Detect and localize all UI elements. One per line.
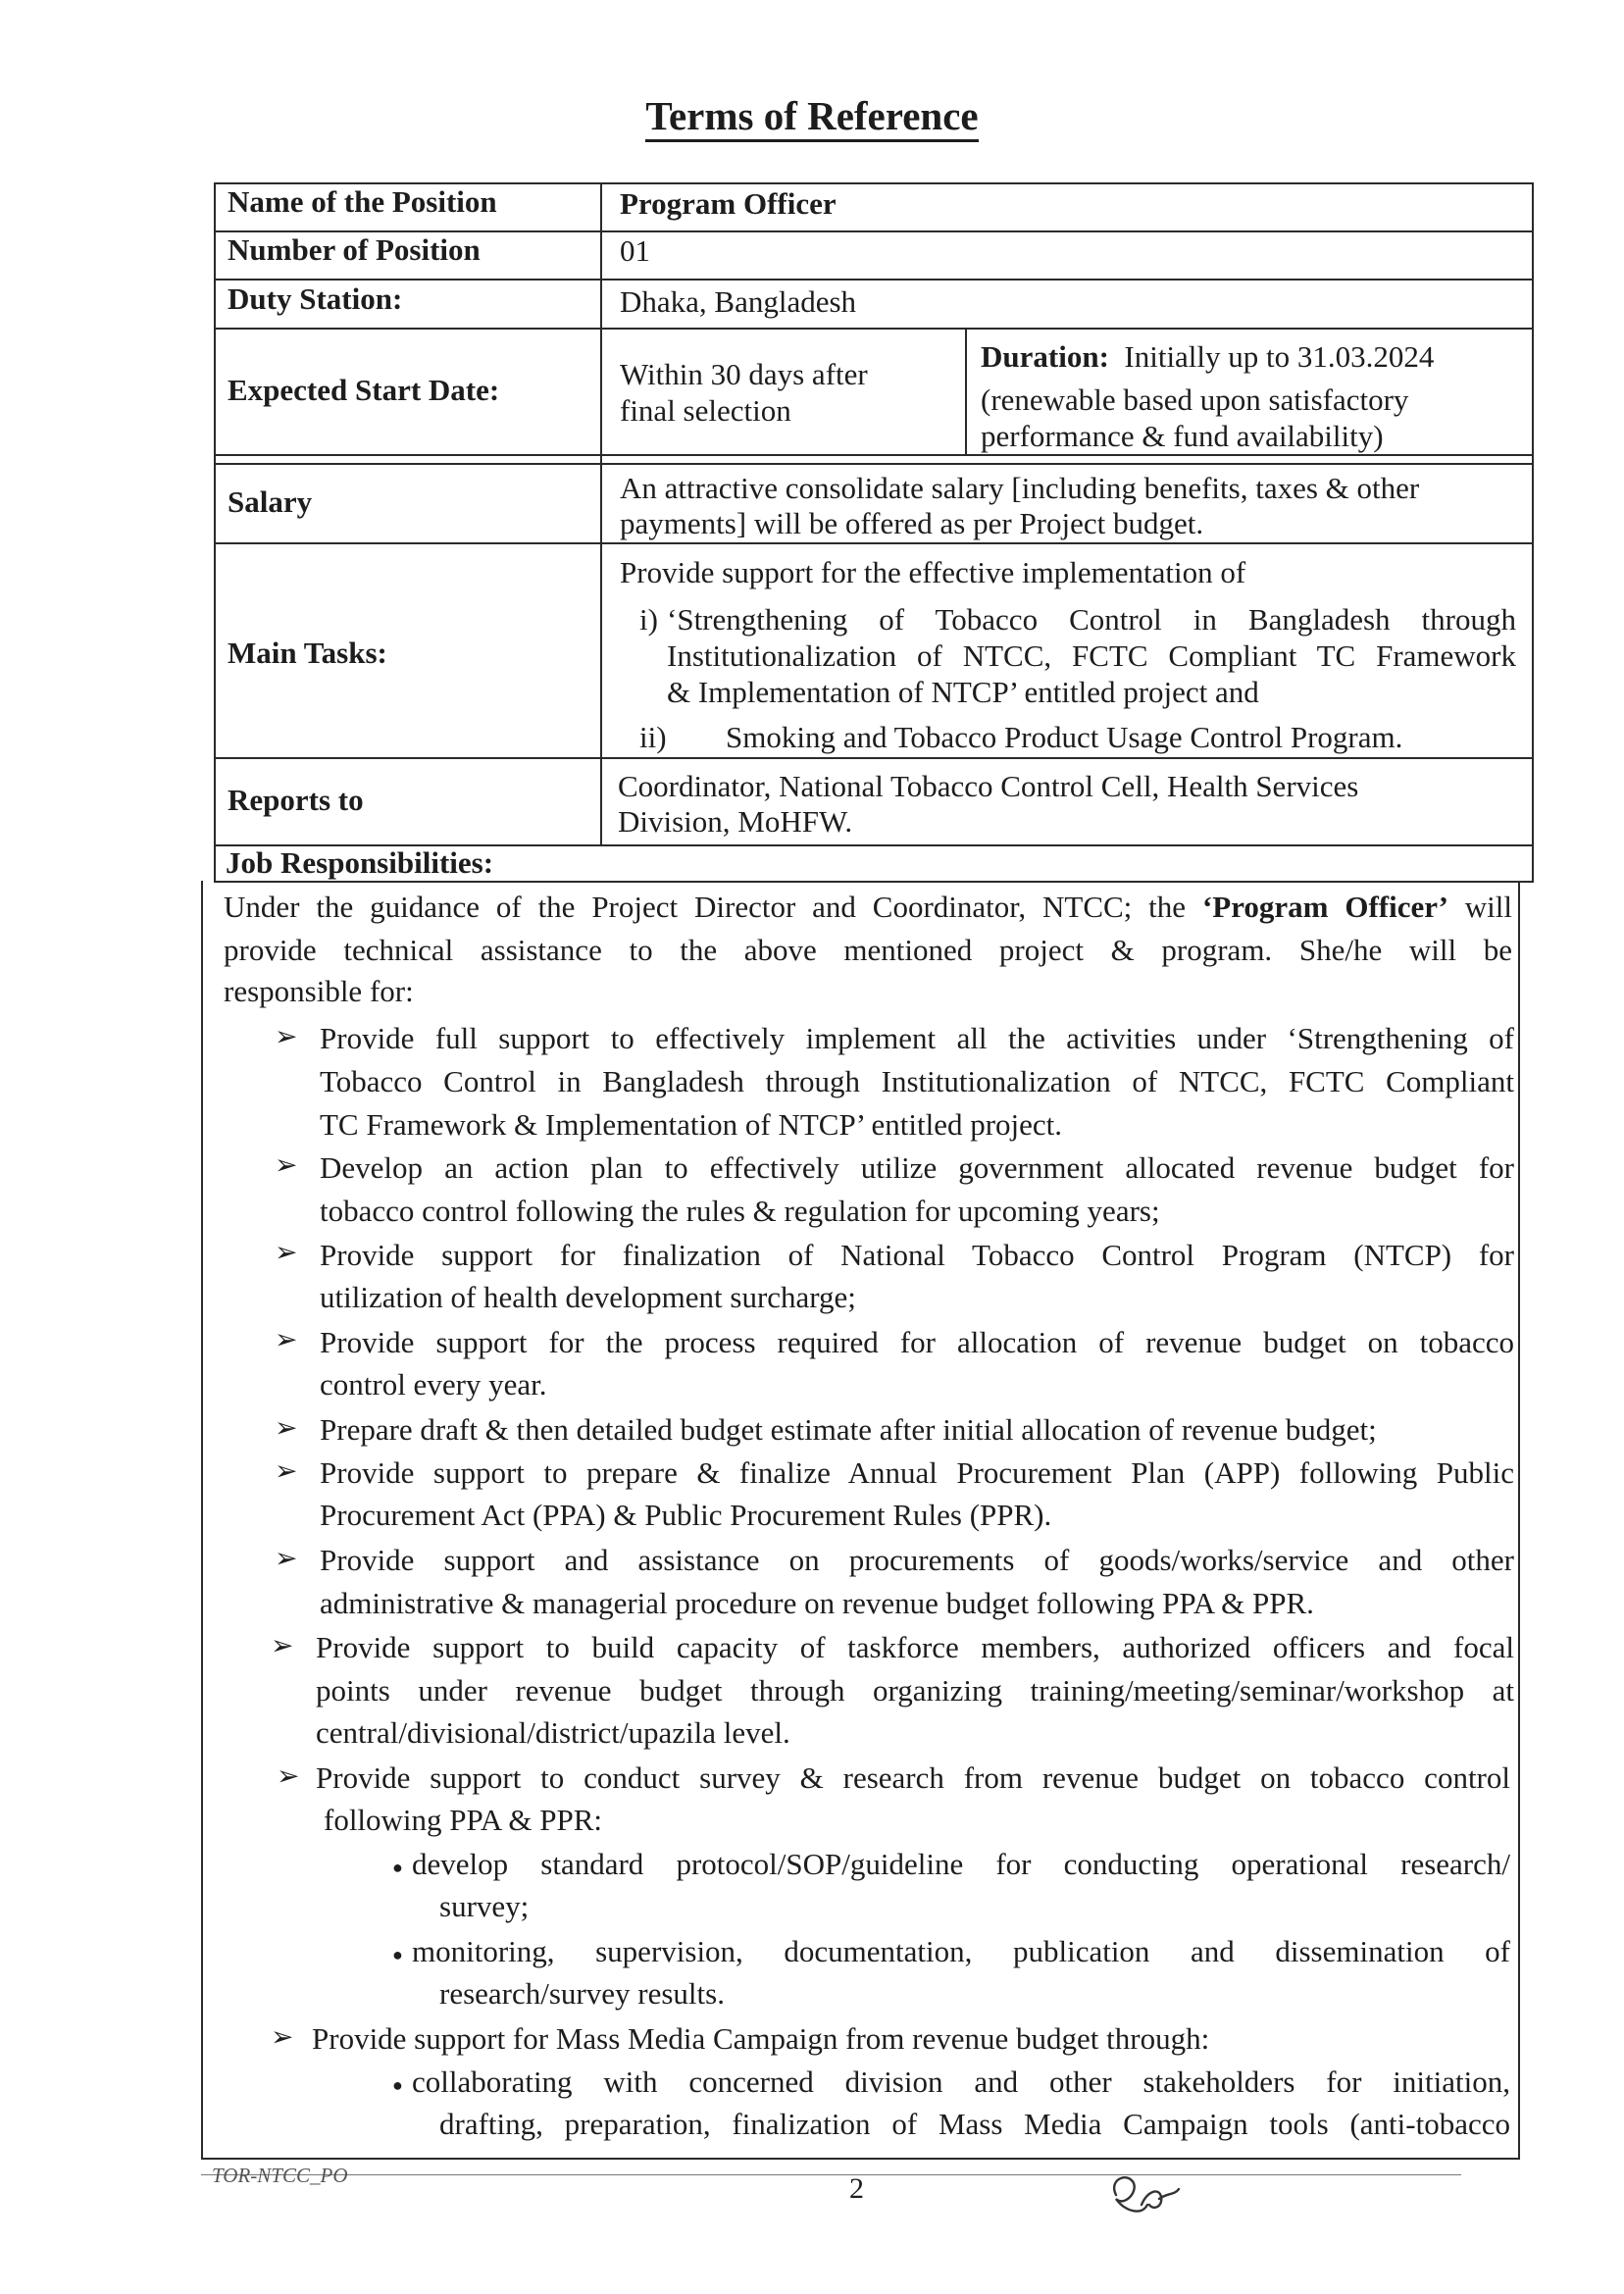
arrow-bullet-icon: ➢ (275, 1325, 298, 1355)
sub-bullet-line: survey; (439, 1889, 530, 1923)
task-i-marker: i) (639, 602, 658, 637)
start-date-value-line: final selection (620, 393, 791, 428)
dot-bullet-icon: ● (392, 2075, 403, 2095)
table-line (965, 328, 967, 454)
table-line (214, 279, 1534, 280)
task-i-line: Institutionalization of NTCC, FCTC Compliant TC Framework (667, 638, 1516, 673)
arrow-bullet-icon: ➢ (271, 2022, 294, 2053)
bullet-line: TC Framework & Implementation of NTCP’ entitled project. (320, 1107, 1063, 1142)
bullet-line: Provide full support to effectively implement all the activities under ‘Strengthening of (320, 1021, 1514, 1055)
table-line (600, 182, 602, 845)
table-line (214, 542, 1534, 544)
table-line (214, 182, 216, 881)
duration-line: performance & fund availability) (981, 419, 1384, 453)
main-tasks-label: Main Tasks: (228, 636, 387, 670)
table-line (1532, 182, 1534, 881)
salary-line: An attractive consolidate salary [including benefits, taxes & other (620, 471, 1420, 505)
salary-label: Salary (228, 484, 313, 519)
bullet-line: Provide support for Mass Media Campaign from revenue budget through: (312, 2021, 1210, 2056)
duration-line: (renewable based upon satisfactory (981, 382, 1409, 417)
intro-text: Under the guidance of the Project Director and Coordinator, NTCC; the (224, 890, 1187, 924)
arrow-bullet-icon: ➢ (271, 1631, 294, 1661)
job-responsibilities-label: Job Responsibilities: (226, 845, 494, 880)
start-date-value-line: Within 30 days after (620, 357, 868, 391)
bullet-line: Provide support to conduct survey & research from revenue budget on tobacco control (316, 1760, 1510, 1795)
table-line (1518, 881, 1520, 2158)
duty-station-label: Duty Station: (228, 281, 403, 316)
footer-rule (201, 2174, 1461, 2175)
table-line (201, 2158, 1520, 2160)
bullet-line: tobacco control following the rules & regulation for upcoming years; (320, 1194, 1160, 1228)
intro-line (224, 887, 1512, 928)
duration-value (981, 339, 1434, 375)
arrow-bullet-icon: ➢ (275, 1150, 298, 1181)
number-value: 01 (620, 233, 650, 268)
arrow-bullet-icon: ➢ (275, 1544, 298, 1574)
task-i-line: & Implementation of NTCP’ entitled project and (667, 675, 1259, 709)
table-line (214, 328, 1534, 330)
intro-line: provide technical assistance to the above mentioned project & program. She/he will be (224, 933, 1512, 967)
bullet-line: Procurement Act (PPA) & Public Procurement Rules (PPR). (320, 1498, 1052, 1532)
bullet-line: Prepare draft & then detailed budget estimate after initial allocation of revenue budget; (320, 1412, 1377, 1447)
sub-bullet-line: research/survey results. (439, 1976, 725, 2011)
bullet-line: administrative & managerial procedure on revenue budget following PPA & PPR. (320, 1586, 1314, 1620)
table-line (214, 757, 1534, 759)
arrow-bullet-icon: ➢ (277, 1761, 300, 1792)
bullet-line: Provide support to prepare & finalize Annual Procurement Plan (APP) following Public (320, 1455, 1514, 1490)
duration-label: Duration: (981, 339, 1109, 374)
position-value: Program Officer (620, 186, 837, 221)
bullet-line: Provide support for the process required for allocation of revenue budget on tobacco (320, 1325, 1514, 1359)
main-tasks-intro: Provide support for the effective implementation of (620, 555, 1246, 589)
intro-text: will (1464, 890, 1513, 924)
position-label: Name of the Position (228, 184, 497, 219)
dot-bullet-icon: ● (392, 1858, 403, 1877)
table-line (214, 454, 1534, 456)
bullet-line: Provide support and assistance on procurements of goods/works/service and other (320, 1543, 1514, 1577)
reports-to-line: Division, MoHFW. (618, 804, 853, 839)
program-officer-emphasis: ‘Program Officer’ (1201, 890, 1448, 924)
arrow-bullet-icon: ➢ (275, 1238, 298, 1268)
start-date-label: Expected Start Date: (228, 373, 500, 407)
table-line (214, 463, 1534, 465)
footer-code: TOR-NTCC_PO (212, 2164, 348, 2187)
sub-bullet-line: collaborating with concerned division and other stakeholders for initiation, (412, 2065, 1510, 2099)
bullet-line: Tobacco Control in Bangladesh through Institutionalization of NTCC, FCTC Compliant (320, 1064, 1514, 1098)
bullet-line: control every year. (320, 1367, 547, 1402)
bullet-line: following PPA & PPR: (324, 1803, 602, 1837)
bullet-line: Develop an action plan to effectively utilize government allocated revenue budget for (320, 1150, 1514, 1185)
sub-bullet-line: develop standard protocol/SOP/guideline for conducting operational research/ (412, 1847, 1510, 1881)
bullet-line: central/divisional/district/upazila level. (316, 1715, 790, 1750)
document-title: Terms of Reference (0, 90, 1624, 141)
duration-line: Initially up to 31.03.2024 (1124, 339, 1435, 374)
bullet-line: points under revenue budget through organizing training/meeting/seminar/workshop at (316, 1673, 1514, 1708)
bullet-line: Provide support to build capacity of taskforce members, authorized officers and focal (316, 1630, 1514, 1664)
salary-line: payments] will be offered as per Project budget. (620, 506, 1204, 540)
sub-bullet-line: monitoring, supervision, documentation, publication and dissemination of (412, 1934, 1510, 1968)
intro-line: responsible for: (224, 974, 414, 1008)
number-label: Number of Position (228, 232, 481, 267)
reports-to-label: Reports to (228, 783, 364, 817)
table-line (201, 881, 203, 2158)
arrow-bullet-icon: ➢ (275, 1413, 298, 1444)
signature-initials (1102, 2166, 1191, 2224)
task-ii-marker: ii) (639, 720, 667, 754)
task-ii-text: Smoking and Tobacco Product Usage Control Program. (726, 720, 1403, 754)
task-i-line: ‘Strengthening of Tobacco Control in Bangladesh through (667, 602, 1516, 637)
arrow-bullet-icon: ➢ (275, 1456, 298, 1487)
dot-bullet-icon: ● (392, 1945, 403, 1964)
duty-station-value: Dhaka, Bangladesh (620, 284, 857, 319)
reports-to-line: Coordinator, National Tobacco Control Cell, Health Services (618, 769, 1359, 803)
bullet-line: utilization of health development surcharge; (320, 1280, 856, 1314)
page-number: 2 (849, 2172, 864, 2205)
bullet-line: Provide support for finalization of National Tobacco Control Program (NTCP) for (320, 1238, 1514, 1272)
sub-bullet-line: drafting, preparation, finalization of Mass Media Campaign tools (anti-tobacco (439, 2107, 1510, 2141)
arrow-bullet-icon: ➢ (275, 1022, 298, 1052)
table-line (214, 881, 1534, 883)
